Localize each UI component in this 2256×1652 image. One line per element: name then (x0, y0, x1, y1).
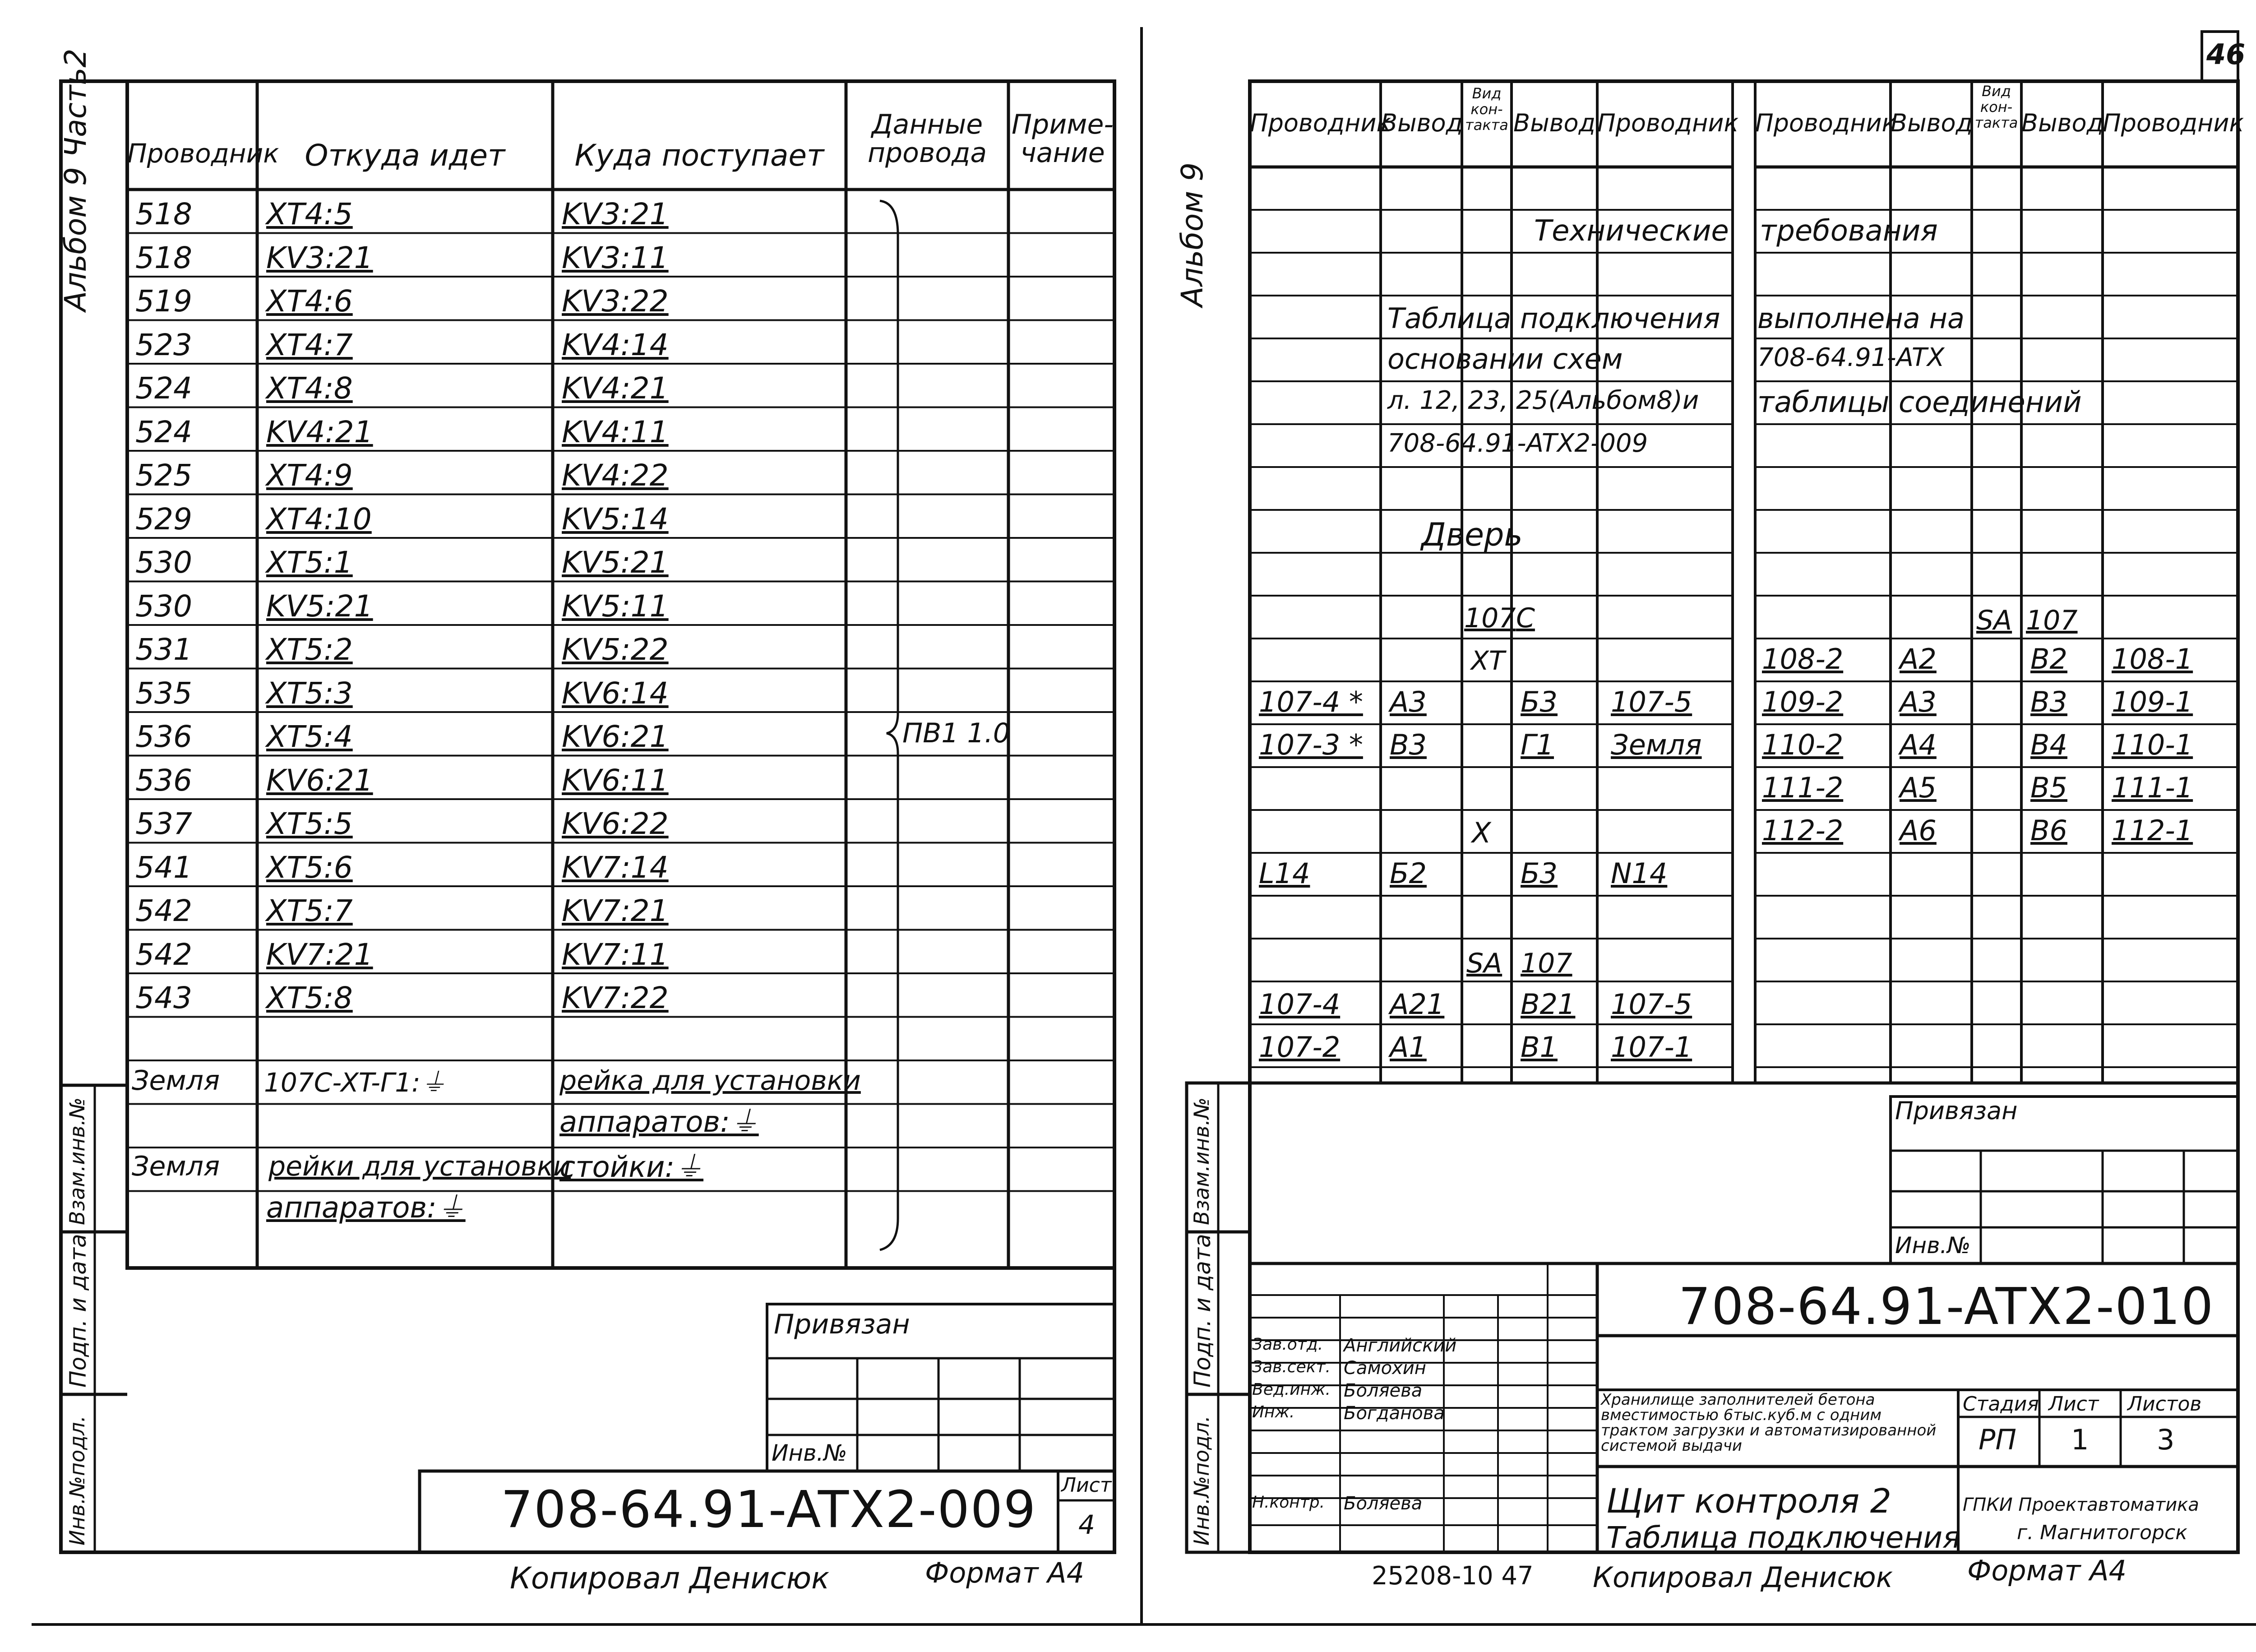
header-from: Откуда идет (305, 138, 505, 173)
left-cell-conductor: 530 (135, 588, 192, 624)
left-cell-from: XT4:5 (266, 197, 353, 231)
sheet-label-right: Лист (2048, 1393, 2099, 1416)
page-number: 46 (2206, 38, 2246, 71)
format-left: Формат А4 (925, 1556, 1085, 1589)
tb-role: Зав.отд. (1252, 1335, 1323, 1354)
header-terminal-r1: Вывод (1381, 109, 1463, 137)
drawing-title-1: Щит контроля 2 (1606, 1482, 1891, 1521)
header-conductor-r1: Проводник (1250, 109, 1392, 137)
left-cell-conductor: 518 (135, 240, 192, 275)
right-cell-c2: 109-1 (2112, 685, 2193, 718)
left-cell-from: XT5:2 (266, 632, 353, 667)
left-cell-conductor: 525 (135, 458, 192, 493)
left-cell-conductor: 518 (135, 197, 192, 231)
right-cell-t2: B5 (2030, 771, 2067, 804)
note-line-3a: л. 12, 23, 25(Альбом8)и (1387, 386, 1699, 415)
right-cell-t1: A1 (1390, 1031, 1427, 1064)
bound-label-right: Привязан (1895, 1097, 2018, 1125)
left-cell-conductor: 542 (135, 893, 192, 928)
header-note: Приме- чание (1011, 109, 1114, 169)
header-terminal-r2: Вывод (1513, 109, 1595, 137)
left-cell-conductor: 529 (135, 501, 192, 537)
left-cell-from: XT4:6 (266, 284, 353, 319)
left-cell-from: XT5:7 (266, 893, 353, 928)
block-sa-right-a: SA (1976, 605, 2012, 636)
header-conductor-r4: Проводник (2103, 109, 2244, 137)
left-cell-to: KV7:14 (562, 850, 669, 885)
header-terminal-r3: Вывод (1891, 109, 1973, 137)
inv-label-right: Инв.№ (1895, 1232, 1971, 1259)
note-line-1b: выполнена на (1757, 302, 1965, 335)
sheet-value: 1 (2071, 1423, 2089, 1456)
right-cell-t1: A3 (1390, 685, 1427, 718)
right-cell-c2: 110-1 (2112, 728, 2193, 761)
right-cell-t2: Б3 (1521, 857, 1558, 890)
sheets-value: 3 (2157, 1423, 2175, 1456)
right-cell-c1: 109-2 (1762, 685, 1844, 718)
right-cell-c2: 107-5 (1611, 685, 1692, 718)
header-contact-r1: Вид кон- такта (1465, 85, 1508, 134)
right-cell-c2: 111-1 (2112, 771, 2193, 804)
left-cell-conductor: 524 (135, 414, 192, 449)
left-cell-conductor: 535 (135, 676, 192, 711)
album-label-right: Альбом 9 (1175, 162, 1210, 307)
format-right: Формат А4 (1967, 1554, 2127, 1587)
header-to: Куда поступает (574, 138, 824, 173)
right-cell-t2: Б3 (1521, 685, 1558, 718)
right-cell-t2: B6 (2030, 814, 2067, 847)
header-conductor-r3: Проводник (1755, 109, 1897, 137)
header-conductor-r2: Проводник (1597, 109, 1739, 137)
right-cell-c2: 108-1 (2112, 643, 2193, 676)
stamp-sign-date-left: Подп. и дата (65, 1234, 91, 1388)
right-cell-c1: 107-4 (1259, 988, 1341, 1021)
right-cell-t2: B4 (2030, 728, 2067, 761)
tb-role: Зав.сект. (1252, 1358, 1331, 1376)
tb-role: Н.контр. (1252, 1493, 1325, 1512)
left-cell-from: XT4:9 (266, 458, 353, 493)
left-cell-to: KV7:22 (562, 981, 669, 1015)
right-cell-c1: 107-3 * (1259, 728, 1363, 761)
tb-name: Английский (1344, 1335, 1457, 1356)
x-label: X (1472, 816, 1491, 849)
left-cell-to: KV7:11 (562, 937, 669, 972)
note-line-4a: 708-64.91-ATX2-009 (1387, 429, 1648, 458)
left-cell-from: XT5:3 (266, 676, 353, 711)
left-cell-conductor: 542 (135, 937, 192, 972)
stage-value: РП (1979, 1423, 2017, 1456)
right-cell-c2: N14 (1611, 857, 1668, 890)
left-cell-from: XT4:10 (266, 501, 372, 537)
right-cell-c1: L14 (1259, 857, 1310, 890)
left-cell-from: XT5:5 (266, 806, 353, 841)
stamp-inv-podl-left: Инв.№подл. (65, 1415, 89, 1546)
block-sa-right-b: 107 (2026, 605, 2078, 636)
right-cell-t2: B21 (1521, 988, 1576, 1021)
left-cell-to: KV6:21 (562, 719, 669, 754)
left-cell-from: KV5:21 (266, 588, 373, 624)
bound-label-left: Привязан (774, 1309, 910, 1340)
left-cell-from: XT5:4 (266, 719, 353, 754)
stamp-sign-date-right: Подп. и дата (1189, 1234, 1216, 1388)
note-tech-1: Технические (1534, 214, 1729, 248)
left-cell-to: KV4:11 (562, 414, 669, 449)
left-cell-conductor: 519 (135, 284, 192, 319)
note-line-3b: таблицы соединений (1757, 386, 2082, 419)
tb-name: Боляева (1344, 1493, 1423, 1514)
left-cell-to: KV3:22 (562, 284, 669, 319)
left-cell-to: KV5:14 (562, 501, 669, 537)
right-cell-c2: Земля (1611, 728, 1702, 761)
left-cell-from: KV7:21 (266, 937, 373, 972)
object-name: Хранилище заполнителей бетона вместимостью 6тыс.куб.м с одним трактом загрузки и автоматизированной системой выдачи (1601, 1391, 1937, 1455)
left-cell-from: XT5:1 (266, 545, 353, 580)
left-cell-to: KV4:14 (562, 327, 669, 362)
left-cell-from: XT5:8 (266, 981, 353, 1015)
left-cell-conductor: 530 (135, 545, 192, 580)
right-cell-c1: 110-2 (1762, 728, 1844, 761)
left-cell-to: KV5:11 (562, 588, 669, 624)
ground-from-2a: рейки для установки (268, 1151, 571, 1182)
tb-name: Самохин (1344, 1358, 1426, 1379)
left-cell-conductor: 536 (135, 763, 192, 798)
tb-name: Боляева (1344, 1380, 1423, 1401)
left-cell-conductor: 541 (135, 850, 192, 885)
right-cell-c1: 107-2 (1259, 1031, 1341, 1064)
left-cell-from: XT4:8 (266, 371, 353, 406)
wire-data-value: ПВ1 1.0 (902, 717, 1010, 749)
stage-label: Стадия (1963, 1393, 2039, 1416)
right-cell-t1: A3 (1900, 685, 1937, 718)
note-door: Дверь (1421, 516, 1523, 553)
right-cell-t1: Б2 (1390, 857, 1427, 890)
left-cell-to: KV4:22 (562, 458, 669, 493)
left-cell-to: KV6:11 (562, 763, 669, 798)
note-line-2b: 708-64.91-ATX (1757, 343, 1945, 372)
left-cell-conductor: 536 (135, 719, 192, 754)
left-cell-to: KV3:11 (562, 240, 669, 275)
header-conductor-left: Проводник (127, 138, 279, 169)
ground-to-1b: аппаратов:⏚ (559, 1106, 759, 1139)
org-name-1: ГПКИ Проектавтоматика (1963, 1495, 2199, 1515)
ground-to-2: стойки:⏚ (559, 1151, 704, 1184)
note-line-1a: Таблица подключения (1387, 302, 1720, 335)
right-cell-c2: 107-5 (1611, 988, 1692, 1021)
right-cell-t1: A4 (1900, 728, 1937, 761)
left-cell-from: XT5:6 (266, 850, 353, 885)
ground-conductor-1: Земля (132, 1065, 220, 1097)
left-cell-conductor: 524 (135, 371, 192, 406)
sheets-label: Листов (2127, 1393, 2202, 1416)
left-cell-conductor: 523 (135, 327, 192, 362)
note-tech-2: требования (1760, 214, 1938, 248)
inv-label-left: Инв.№ (772, 1440, 847, 1466)
block-107c-sub: XT (1471, 645, 1505, 676)
block-sa-left-b: 107 (1521, 948, 1572, 979)
left-cell-to: KV5:21 (562, 545, 669, 580)
left-cell-to: KV6:22 (562, 806, 669, 841)
sheet-number-left: 4 (1078, 1509, 1095, 1540)
right-cell-c1: 108-2 (1762, 643, 1844, 676)
block-sa-left-a: SA (1466, 948, 1502, 979)
left-cell-conductor: 537 (135, 806, 192, 841)
right-cell-c2: 107-1 (1611, 1031, 1692, 1064)
header-wire-data: Данные провода (867, 109, 987, 169)
left-cell-from: XT4:7 (266, 327, 353, 362)
drawing-title-2: Таблица подключения (1606, 1520, 1961, 1555)
block-107c-b: C (1516, 602, 1535, 634)
header-contact-r2: Вид кон- такта (1974, 83, 2018, 132)
right-cell-t2: B1 (1521, 1031, 1558, 1064)
album-label-left: Альбом 9 Часть2 (58, 48, 93, 311)
left-cell-from: KV3:21 (266, 240, 373, 275)
archive-number: 25208-10 47 (1372, 1561, 1534, 1591)
left-cell-to: KV7:21 (562, 893, 669, 928)
copied-by-left: Копировал Денисюк (510, 1561, 829, 1596)
tb-role: Вед.инж. (1252, 1380, 1331, 1399)
ground-conductor-2: Земля (132, 1151, 220, 1182)
ground-from-2b: аппаратов:⏚ (266, 1191, 466, 1225)
right-cell-t1: A21 (1390, 988, 1445, 1021)
stamp-inv-replace-right: Взам.инв.№ (1189, 1097, 1214, 1225)
right-cell-t2: Г1 (1521, 728, 1554, 761)
right-cell-t1: A6 (1900, 814, 1937, 847)
doc-code-right: 708-64.91-ATX2-010 (1678, 1277, 2214, 1336)
block-107c-a: 107 (1464, 602, 1516, 634)
stamp-inv-podl-right: Инв.№подл. (1189, 1415, 1214, 1546)
right-cell-t1: B3 (1390, 728, 1427, 761)
tb-role: Инж. (1252, 1403, 1295, 1421)
right-cell-c1: 111-2 (1762, 771, 1844, 804)
left-cell-from: KV6:21 (266, 763, 373, 798)
ground-from-1: 107C-XT-Г1:⏚ (264, 1067, 447, 1098)
right-cell-t1: A2 (1900, 643, 1937, 676)
left-cell-to: KV5:22 (562, 632, 669, 667)
left-cell-to: KV3:21 (562, 197, 669, 231)
sheet-label-left: Лист (1061, 1474, 1112, 1497)
left-cell-to: KV4:21 (562, 371, 669, 406)
right-cell-t1: A5 (1900, 771, 1937, 804)
org-name-2: г. Магнитогорск (2017, 1521, 2187, 1544)
ground-to-1a: рейка для установки (559, 1065, 861, 1097)
right-cell-t2: B2 (2030, 643, 2067, 676)
right-cell-c1: 112-2 (1762, 814, 1844, 847)
header-terminal-r4: Вывод (2021, 109, 2103, 137)
left-cell-conductor: 543 (135, 981, 192, 1015)
right-cell-c1: 107-4 * (1259, 685, 1363, 718)
left-cell-from: KV4:21 (266, 414, 373, 449)
doc-code-left: 708-64.91-ATX2-009 (501, 1481, 1037, 1539)
note-line-2a: основании схем (1387, 342, 1623, 375)
right-cell-t2: B3 (2030, 685, 2067, 718)
left-cell-to: KV6:14 (562, 676, 669, 711)
right-cell-c2: 112-1 (2112, 814, 2193, 847)
left-cell-conductor: 531 (135, 632, 192, 667)
stamp-inv-replace-left: Взам.инв.№ (65, 1097, 89, 1225)
tb-name: Богданова (1344, 1403, 1445, 1424)
copied-by-right: Копировал Денисюк (1593, 1561, 1893, 1594)
